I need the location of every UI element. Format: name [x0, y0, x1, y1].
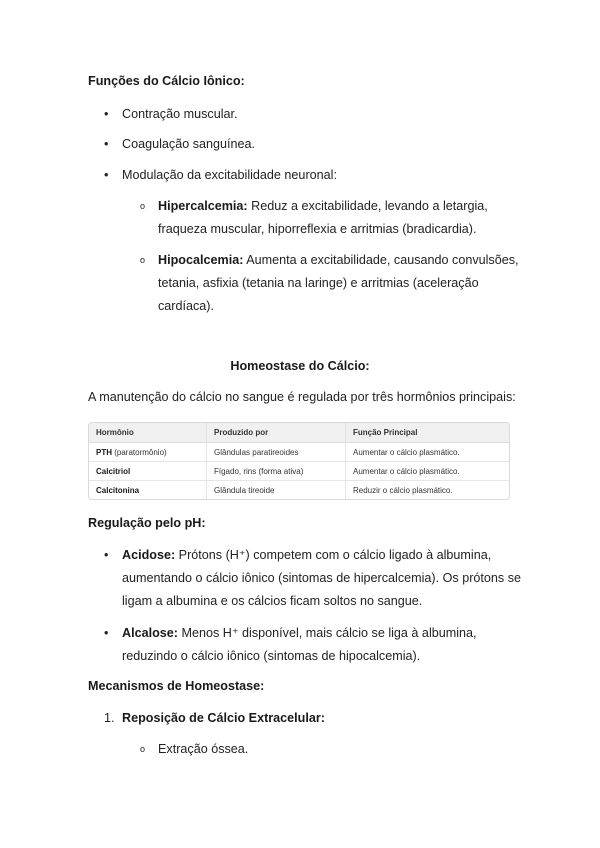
- hormone-table: [88, 422, 510, 500]
- hormone-cell: Calcitonina: [96, 485, 140, 495]
- list-item-text: Modulação da excitabilidade neuronal:: [122, 168, 337, 182]
- column-header: Hormônio: [89, 423, 207, 443]
- bullet-marker: •: [104, 107, 109, 121]
- bullet-marker: •: [104, 137, 109, 151]
- term-description: Reduz a excitabilidade, levando a letargia, fraqueza muscular, hiporreflexia e arritmias (bradicardia).: [158, 199, 488, 236]
- source-cell: Glândula tireoide: [207, 481, 346, 500]
- table-row: [89, 443, 509, 462]
- function-cell: Aumentar o cálcio plasmático.: [346, 443, 510, 462]
- sub-list-item-text: Extração óssea.: [158, 742, 249, 756]
- term-description: Menos H⁺ disponível, mais cálcio se liga à albumina, reduzindo o cálcio iônico (sintomas de hipocalcemia).: [122, 626, 477, 663]
- list-item: [104, 164, 524, 187]
- list-item: [104, 133, 524, 156]
- term-label: Alcalose:: [122, 626, 178, 640]
- list-item-text: Coagulação sanguínea.: [122, 137, 256, 151]
- list-item-text: Contração muscular.: [122, 107, 238, 121]
- hormone-cell: Calcitriol: [89, 462, 207, 481]
- term-description: Prótons (H⁺) competem com o cálcio ligado à albumina, aumentando o cálcio iônico (sintomas de hipercalcemia). Os prótons se ligam a albumina e os cálcios ficam soltos no sangue.: [122, 548, 522, 608]
- term-description: Aumenta a excitabilidade, causando convulsões, tetania, asfixia (tetania na laringe) e arritmias (aceleração cardíaca).: [158, 253, 519, 313]
- bullet-marker: •: [104, 548, 109, 562]
- bullet-marker: •: [104, 168, 109, 182]
- item-number: 1.: [104, 711, 115, 725]
- list-item: [104, 103, 524, 126]
- sub-bullet-marker: o: [140, 201, 146, 211]
- table-row: [89, 462, 509, 481]
- homeostasis-heading: Homeostase do Cálcio:: [230, 359, 370, 373]
- numbered-item: [104, 707, 524, 730]
- function-cell: Reduzir o cálcio plasmático.: [346, 481, 510, 500]
- list-item: [104, 622, 524, 668]
- sub-list-item: [140, 249, 520, 318]
- sub-list-item: [140, 738, 520, 761]
- term-label: Hipocalcemia:: [158, 253, 244, 267]
- sub-bullet-marker: o: [140, 255, 146, 265]
- numbered-item-label: Reposição de Cálcio Extracelular:: [122, 711, 325, 725]
- bullet-marker: •: [104, 626, 109, 640]
- homeostasis-intro: A manutenção do cálcio no sangue é regulada por três hormônios principais:: [88, 390, 516, 404]
- source-cell: Glândulas paratireoides: [207, 443, 346, 462]
- list-item: [104, 544, 524, 613]
- term-label: Acidose:: [122, 548, 176, 562]
- sub-list-item: [140, 195, 520, 241]
- ph-heading: Regulação pelo pH:: [88, 516, 206, 530]
- term-label: Hipercalcemia:: [158, 199, 248, 213]
- sub-bullet-marker: o: [140, 744, 146, 754]
- table-row: [89, 481, 509, 500]
- source-cell: Fígado, rins (forma ativa): [207, 462, 346, 481]
- hormone-cell: PTH (paratormônio): [89, 443, 207, 462]
- function-cell: Aumentar o cálcio plasmático.: [346, 462, 510, 481]
- functions-heading: Funções do Cálcio Iônico:: [88, 74, 245, 88]
- column-header: Produzido por: [207, 423, 346, 443]
- column-header: Função Principal: [346, 423, 510, 443]
- mechanisms-heading: Mecanismos de Homeostase:: [88, 679, 265, 693]
- table-header-row: [89, 423, 509, 443]
